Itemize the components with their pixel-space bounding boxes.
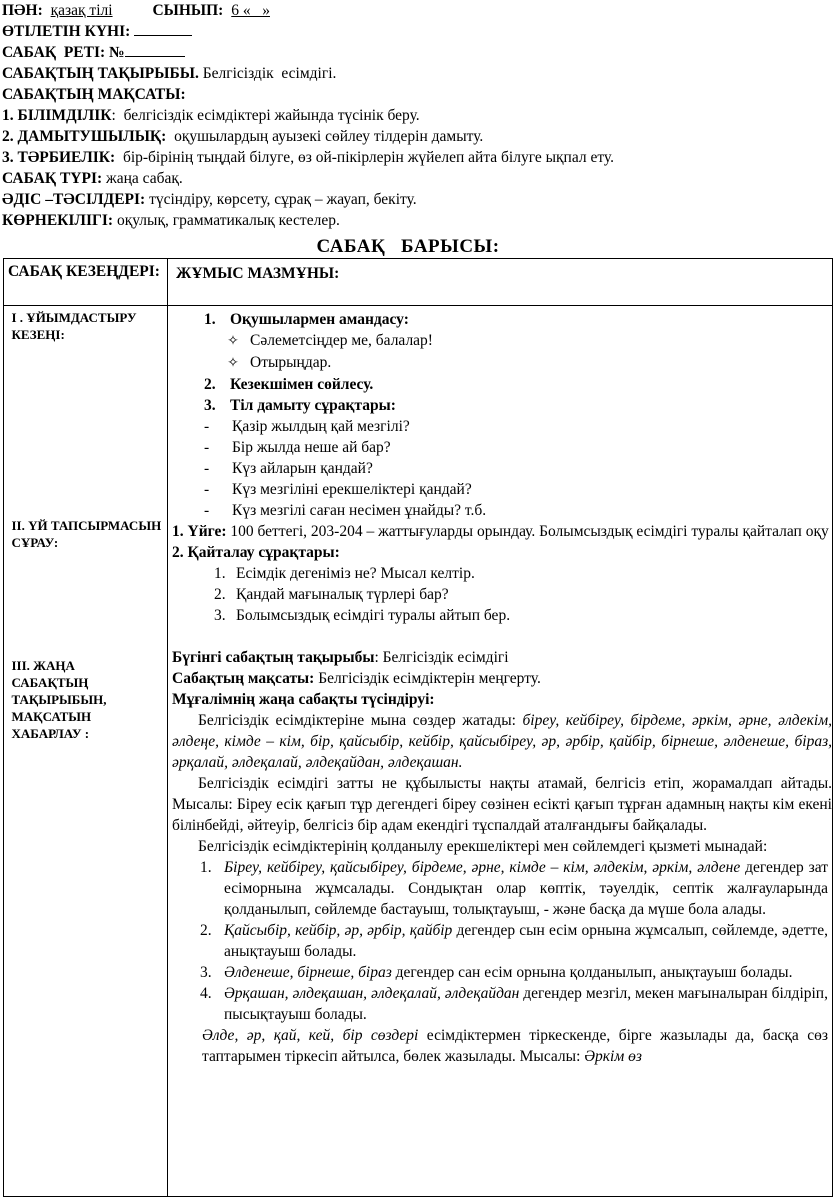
list-item — [172, 920, 828, 962]
goal-2-label: 2. ДАМЫТУШЫЛЫҚ: — [2, 128, 167, 145]
today-topic-value: : Белгісіздік есімдігі — [374, 649, 509, 666]
list-item — [172, 983, 828, 1025]
item-text: дегендер сан есім орнына қолданылып, анықтауыш болады. — [391, 964, 793, 981]
date-label: ӨТІЛЕТІН КҮНІ: — [2, 23, 131, 40]
goal-1-label: 1. БІЛІМДІЛІК — [2, 107, 112, 124]
lesson-number-label: САБАҚ РЕТІ: № — [2, 44, 125, 61]
list-item: - Күз мезгіліні ерекшеліктері қандай? — [204, 481, 472, 498]
paragraph-1-italic: біреу, кейбіреу, бірдеме, әркім, әрне, әлдекім, әлдеңе, кімде – кім, бір, қайсыбір, кейбір, қайсыбіреу, әр, әрбір, қайбір, бірнеше, әлденеше, біраз, әрқалай, әлдеқалай, әлдеқайдан, әлдеқашан. — [172, 712, 832, 771]
list-item — [172, 352, 817, 374]
item-number: 3. — [204, 397, 216, 414]
lesson-goal — [172, 668, 817, 689]
content-header-cell — [168, 259, 833, 306]
list-item — [172, 962, 828, 983]
stages-cell — [4, 306, 168, 1197]
item-italic: Әрқашан, әлдеқашан, әлдеқалай, әлдеқайдан — [224, 985, 520, 1002]
item-text: Қазір жылдың қай мезгілі? — [232, 418, 410, 435]
list-item — [172, 857, 828, 920]
content-body — [168, 306, 832, 1067]
item-text: Оқушылармен амандасу: — [230, 311, 409, 328]
item-text: Күз мезгілі саған несімен ұнайды? т.б. — [232, 502, 487, 519]
stage-2: ІІ. ҮЙ ТАПСЫРМАСЫН СҰРАУ: — [11, 517, 162, 550]
list-item: - Күз айларын қандай? — [204, 460, 373, 477]
paragraph-2: Белгісіздік есімдігі затты не құбылысты нақты атамай, белгісіз етіп, жорамалдап айтады. Мысалы: Біреу есік қағып тұр дегендегі біреу сөзінен есікті қағып тұрған адамның нақты кім екені білінбейді, әйтеуір, белгісіз бір адам екендігі тұспалдай аталғандығы байқалады. — [172, 775, 832, 834]
content-cell — [168, 306, 833, 1197]
item-number: 3. — [200, 964, 212, 981]
item-text: Бір жылда неше ай бар? — [232, 439, 391, 456]
list-item — [172, 395, 817, 416]
lesson-goal-label: Сабақтың мақсаты: — [172, 670, 315, 687]
methods-label: ӘДІС –ТӘСІЛДЕРІ: — [2, 191, 146, 208]
class-label: СЫНЫП: — [152, 2, 224, 19]
date-line — [2, 21, 812, 42]
stage-1: І . ҰЙЫМДАСТЫРУ КЕЗЕҢІ: — [11, 309, 137, 342]
goal-1 — [2, 105, 812, 126]
item-text: дегендер зат есіморнына жұмсалады. Сондықтан олар көптік, тәуелдік, септік жалғауларында қолданылып, сөйлемде бастауыш, толықтауыш, - және басқа да мүше бола алады. — [224, 859, 828, 918]
review-label: 2. Қайталау сұрақтары: — [172, 544, 340, 561]
goal-3 — [2, 147, 812, 168]
item-text: Күз мезгіліні ерекшеліктері қандай? — [232, 481, 472, 498]
list-item — [172, 309, 817, 330]
item-number: 1. — [200, 859, 212, 876]
methods-line — [2, 189, 812, 210]
today-topic-label: Бүгінгі сабақтың тақырыбы — [172, 649, 375, 666]
date-blank — [134, 21, 192, 36]
item-number: 2. — [204, 376, 216, 393]
visuals-line — [2, 210, 812, 231]
topic-value: Белгісіздік есімдігі. — [202, 65, 337, 82]
homework-paragraph — [172, 521, 832, 542]
list-item — [172, 563, 817, 584]
list-item: - Күз мезгілі саған несімен ұнайды? т.б. — [204, 502, 487, 519]
item-italic: Қайсыбір, кейбір, әр, әрбір, қайбір — [224, 922, 453, 939]
stages-header: САБАҚ КЕЗЕҢДЕРІ: — [8, 263, 160, 280]
paragraph-5-tail: Әркім өз — [584, 1048, 642, 1065]
list-item — [172, 330, 817, 352]
subject-label: ПӘН: — [2, 2, 43, 19]
item-text: Отырыңдар. — [250, 354, 332, 371]
item-italic: Әлденеше, бірнеше, біраз — [224, 964, 392, 981]
lesson-type-label: САБАҚ ТҮРІ: — [2, 170, 103, 187]
list-item: - Бір жылда неше ай бар? — [204, 439, 391, 456]
table-header-row — [4, 259, 833, 306]
content-header: ЖҰМЫС МАЗМҰНЫ: — [176, 265, 340, 282]
paragraph-5-italic: Әлде, әр, қай, кей, бір сөздері — [202, 1027, 419, 1044]
today-topic — [172, 647, 817, 668]
paragraph-1-text: Белгісіздік есімдіктеріне мына сөздер жатады: — [198, 712, 523, 729]
list-item — [172, 605, 817, 626]
paragraph-5-text: есімдіктермен тіркескенде, бірге жазылады да, басқа сөз таптарымен тіркесіп айтылса, бөлек жазылады. Мысалы: — [202, 1027, 828, 1065]
item-number: 2. — [214, 586, 226, 603]
table-row — [4, 306, 833, 1197]
item-italic: Біреу, кейбіреу, қайсыбіреу, бірдеме, әрне, кімде – кім, әлдекім, әркім, әлдене — [224, 859, 741, 876]
teacher-explanation-label: Мұғалімнің жаңа сабақты түсіндіруі: — [172, 691, 435, 708]
goal-3-label: 3. ТӘРБИЕЛІК: — [2, 149, 116, 166]
topic-line — [2, 63, 812, 84]
item-text: Қандай мағыналық түрлері бар? — [236, 586, 449, 603]
lesson-progress-title: САБАҚ БАРЫСЫ: — [316, 236, 500, 257]
lesson-goal-value: Белгісіздік есімдіктерін меңгерту. — [314, 670, 541, 687]
goal-1-value: : белгісіздік есімдіктері жайында түсінік беру. — [111, 107, 420, 124]
item-number: 3. — [214, 607, 226, 624]
lesson-number-blank — [125, 42, 185, 57]
methods-value: түсіндіру, көрсету, сұрақ – жауап, бекіту. — [145, 191, 417, 208]
item-number: 1. — [214, 565, 226, 582]
lesson-header — [2, 0, 812, 231]
item-number: 2. — [200, 922, 212, 939]
diamond-star-icon: ✧ — [227, 334, 239, 349]
goal-2-value: оқушылардың ауызекі сөйлеу тілдерін дамыту. — [166, 128, 484, 145]
lesson-type-line — [2, 168, 812, 189]
topic-label: САБАҚТЫҢ ТАҚЫРЫБЫ. — [2, 65, 199, 82]
subject-line — [2, 0, 812, 21]
stage-3: ІІІ. ЖАҢА САБАҚТЫҢ ТАҚЫРЫБЫН, МАҚСАТЫН ХАБАРЛАУ : — [11, 657, 107, 741]
lesson-type-value: жаңа сабақ. — [102, 170, 183, 187]
spacer — [172, 626, 817, 647]
paragraph-3: Белгісіздік есімдіктерінің қолданылу ерекшеліктері мен сөйлемдегі қызметі мынадай: — [198, 838, 768, 855]
item-text: Тіл дамыту сұрақтары: — [230, 397, 396, 414]
homework-text: 100 беттегі, 203-204 – жаттығуларды орындау. Болымсыздық есімдігі туралы қайталап оқу — [226, 523, 829, 540]
item-text: Кезекшімен сөйлесу. — [230, 376, 374, 393]
item-number: 1. — [204, 311, 216, 328]
subject-value: қазақ тілі — [50, 2, 113, 19]
visuals-value: оқулық, грамматикалық кестелер. — [113, 212, 340, 229]
paragraph-1 — [172, 710, 832, 773]
item-text: дегендер мезгіл, мекен мағыналыран білдіріп, пысықтауыш болады. — [224, 985, 828, 1023]
item-number: 4. — [200, 985, 212, 1002]
goals-label: САБАҚТЫҢ МАҚСАТЫ: — [2, 86, 186, 103]
list-item — [172, 374, 817, 395]
item-text: Күз айларын қандай? — [232, 460, 373, 477]
lesson-plan-table — [3, 258, 833, 1197]
lesson-number-line — [2, 42, 812, 63]
paragraph-5 — [172, 1025, 828, 1067]
homework-label: 1. Үйге: — [172, 523, 227, 540]
list-item — [172, 584, 817, 605]
item-text: Есімдік дегеніміз не? Мысал келтір. — [236, 565, 475, 582]
diamond-star-icon: ✧ — [227, 356, 239, 371]
goal-3-value: бір-бірінің тыңдай білуге, өз ой-пікірлерін жүйелеп айта білуге ықпал ету. — [115, 149, 615, 166]
item-text: Болымсыздық есімдігі туралы айтып бер. — [236, 607, 511, 624]
goal-2 — [2, 126, 812, 147]
stages-header-cell — [4, 259, 168, 306]
visuals-label: КӨРНЕКІЛІГІ: — [2, 212, 114, 229]
item-text: Сәлеметсіңдер ме, балалар! — [250, 332, 433, 349]
item-text: дегендер сын есім орнына жұмсалып, сөйлемде, әдетте, анықтауыш болады. — [224, 922, 828, 960]
class-value: 6 « » — [231, 2, 270, 19]
list-item: - Қазір жылдың қай мезгілі? — [204, 418, 410, 435]
